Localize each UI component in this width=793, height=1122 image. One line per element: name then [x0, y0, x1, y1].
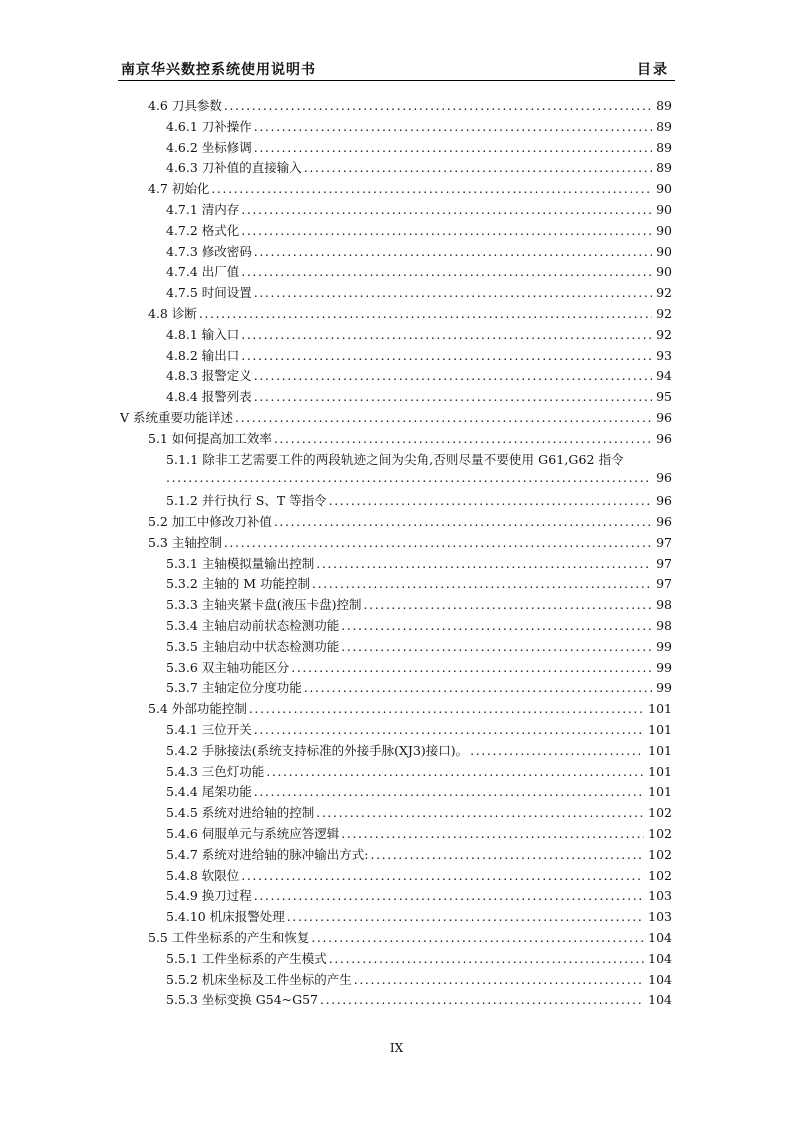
- toc-entry-title: 4.8.1 输入口: [166, 326, 240, 342]
- toc-leader-dots: [316, 556, 652, 571]
- toc-page-number: 98: [656, 618, 672, 633]
- toc-entry[interactable]: [166, 242, 672, 260]
- toc-page-number: 101: [648, 742, 672, 758]
- toc-entry[interactable]: [166, 221, 672, 239]
- toc-leader-dots: [311, 930, 644, 945]
- toc-page-number: 89: [656, 139, 672, 155]
- toc-leader-dots: [254, 389, 652, 404]
- toc-page-number: 90: [656, 202, 672, 217]
- toc-page-number: 95: [656, 389, 672, 405]
- toc-entry-title: 5.5 工件坐标系的产生和恢复: [148, 930, 310, 945]
- toc-entry[interactable]: [166, 741, 672, 759]
- toc-entry[interactable]: [148, 304, 672, 322]
- toc-entry-title: 4.8.3 报警定义: [166, 368, 252, 384]
- toc-entry[interactable]: [166, 866, 672, 884]
- toc-page-number: 97: [656, 534, 672, 550]
- toc-leader-dots: [304, 680, 652, 695]
- toc-entry[interactable]: [166, 637, 672, 655]
- toc-leader-dots: [254, 140, 652, 155]
- toc-entry[interactable]: [120, 408, 672, 426]
- toc-page-number: 104: [648, 992, 672, 1008]
- toc-entry-title: 4.7 初始化: [148, 181, 210, 197]
- toc-entry[interactable]: [166, 158, 672, 176]
- toc-entry[interactable]: [148, 179, 672, 197]
- toc-entry-title: 4.7.5 时间设置: [166, 285, 252, 301]
- section-name: 目录: [637, 62, 669, 78]
- toc-leader-dots: [341, 618, 652, 633]
- toc-entry[interactable]: [166, 762, 672, 780]
- toc-entry[interactable]: [166, 886, 672, 904]
- toc-leader-dots: [371, 847, 645, 862]
- toc-entry-title: 5.1 如何提高加工效率: [148, 430, 272, 446]
- toc-page-number: 103: [648, 888, 672, 904]
- toc-entry[interactable]: [148, 512, 672, 530]
- toc-leader-dots: [312, 576, 652, 591]
- toc-entry-title: 5.3.1 主轴模拟量输出控制: [166, 555, 315, 571]
- toc-entry-title: 4.7.2 格式化: [166, 222, 240, 238]
- toc-entry[interactable]: [166, 782, 672, 800]
- toc-entry-title: 5.3.5 主轴启动中状态检测功能: [166, 638, 340, 654]
- toc-leader-dots: [199, 306, 652, 321]
- toc-entry[interactable]: [166, 595, 672, 613]
- toc-page-number: 99: [656, 659, 672, 675]
- toc-entry-title: 5.4 外部功能控制: [148, 701, 247, 717]
- toc-leader-dots: [320, 992, 644, 1007]
- toc-leader-dots: [224, 535, 652, 550]
- toc-entry[interactable]: [166, 346, 672, 364]
- toc-leader-dots: [241, 348, 652, 363]
- toc-leader-dots: [470, 743, 644, 758]
- toc-leader-dots: [274, 514, 652, 529]
- toc-page-number: 94: [656, 368, 672, 384]
- toc-entry-title: 4.6 刀具参数: [148, 98, 222, 113]
- toc-entry-title: 5.3.4 主轴启动前状态检测功能: [166, 618, 340, 633]
- toc-entry[interactable]: [166, 616, 672, 634]
- toc-leader-dots: [329, 951, 644, 966]
- toc-page-number: 89: [656, 118, 672, 134]
- toc-leader-dots: [224, 98, 652, 113]
- toc-leader-dots: [341, 639, 652, 654]
- toc-entry-title: 5.4.2 手脉接法(系统支持标准的外接手脉(XJ3)接口)。: [166, 742, 469, 758]
- toc-entry-continuation[interactable]: [166, 470, 672, 488]
- toc-leader-dots: [304, 160, 652, 175]
- toc-page-number: 89: [656, 160, 672, 176]
- page-header: [118, 59, 675, 79]
- toc-entry-title: 5.4.9 换刀过程: [166, 888, 252, 904]
- toc-entry-title: 4.7.3 修改密码: [166, 243, 252, 259]
- toc-leader-dots: [254, 244, 652, 259]
- toc-entry[interactable]: [166, 990, 672, 1008]
- toc-entry[interactable]: [148, 533, 672, 551]
- toc-page-number: 90: [656, 243, 672, 259]
- toc-entry-title: 5.3.6 双主轴功能区分: [166, 659, 290, 675]
- toc-page-number: 92: [656, 285, 672, 301]
- toc-entry-title: 5.4.7 系统对进给轴的脉冲输出方式:: [166, 846, 369, 862]
- toc-page-number: 90: [656, 181, 672, 197]
- toc-entry-title: 4.8.2 输出口: [166, 347, 240, 363]
- toc-entry[interactable]: [148, 96, 672, 114]
- toc-leader-dots: [329, 493, 652, 508]
- toc-leader-dots: [166, 470, 652, 485]
- toc-page-number: 99: [656, 638, 672, 654]
- toc-entry-title: 5.1.2 并行执行 S、T 等指令: [166, 493, 327, 509]
- toc-leader-dots: [254, 119, 652, 134]
- toc-page-number: 103: [648, 909, 672, 925]
- toc-entry-title: 5.5.1 工件坐标系的产生模式: [166, 950, 327, 966]
- toc-entry[interactable]: [166, 325, 672, 343]
- toc-leader-dots: [254, 285, 652, 300]
- toc-page-number: 98: [656, 597, 672, 613]
- toc-entry[interactable]: [166, 200, 672, 218]
- toc-leader-dots: [241, 223, 652, 238]
- toc-entry-title: 5.4.8 软限位: [166, 867, 240, 883]
- toc-leader-dots: [254, 888, 644, 903]
- toc-entry-title: 5.3.2 主轴的 M 功能控制: [166, 576, 311, 592]
- toc-page-number: 92: [656, 326, 672, 342]
- header-divider: [118, 80, 675, 81]
- toc-entry[interactable]: [148, 928, 672, 946]
- toc-entry-title: 5.3 主轴控制: [148, 534, 222, 550]
- toc-leader-dots: [291, 660, 652, 675]
- toc-page-number: 101: [648, 701, 672, 717]
- toc-page-number: 92: [656, 306, 672, 321]
- toc-entry[interactable]: [166, 907, 672, 925]
- manual-title: 南京华兴数控系统使用说明书: [121, 62, 316, 78]
- toc-leader-dots: [254, 368, 652, 383]
- toc-leader-dots: [241, 202, 652, 217]
- toc-leader-dots: [274, 431, 652, 446]
- toc-entry[interactable]: [166, 366, 672, 384]
- toc-leader-dots: [316, 805, 644, 820]
- toc-page-number: 101: [648, 784, 672, 800]
- toc-entry-title: 5.4.5 系统对进给轴的控制: [166, 805, 315, 821]
- toc-page-number: 90: [656, 222, 672, 238]
- toc-entry-title: 5.4.10 机床报警处理: [166, 909, 285, 925]
- toc-page-number: 99: [656, 680, 672, 696]
- toc-leader-dots: [266, 764, 644, 779]
- toc-entry-title: 4.6.1 刀补操作: [166, 118, 252, 134]
- toc-entry-title: V 系统重要功能详述: [120, 410, 234, 425]
- toc-leader-dots: [235, 410, 652, 425]
- toc-entry[interactable]: [148, 429, 672, 447]
- toc-entry-title: 5.4.3 三色灯功能: [166, 763, 265, 779]
- toc-page-number: 102: [648, 867, 672, 883]
- toc-entry-title: 5.4.4 尾架功能: [166, 784, 252, 800]
- toc-entry-title: 4.8 诊断: [148, 306, 197, 321]
- toc-page-number: 104: [648, 971, 672, 987]
- toc-entry-title: 5.5.2 机床坐标及工件坐标的产生: [166, 971, 352, 987]
- toc-entry-title: 5.3.7 主轴定位分度功能: [166, 680, 302, 696]
- toc-entry-title: 5.4.1 三位开关: [166, 722, 252, 737]
- toc-page-number: 96: [656, 470, 672, 486]
- toc-page-number: 104: [648, 950, 672, 966]
- toc-leader-dots: [254, 784, 644, 799]
- toc-entry[interactable]: [166, 283, 672, 301]
- toc-page-number: 101: [648, 722, 672, 737]
- toc-entry[interactable]: [166, 720, 672, 738]
- toc-page-number: 102: [648, 805, 672, 821]
- toc-entry[interactable]: [166, 138, 672, 156]
- toc-page-number: 102: [648, 846, 672, 862]
- toc-leader-dots: [254, 722, 644, 737]
- toc-entry[interactable]: [166, 387, 672, 405]
- toc-leader-dots: [287, 909, 644, 924]
- toc-entry-title: 4.7.1 清内存: [166, 202, 240, 217]
- toc-entry-title: 4.8.4 报警列表: [166, 389, 252, 405]
- toc-leader-dots: [354, 972, 644, 987]
- toc-page-number: 97: [656, 555, 672, 571]
- toc-entry-title: 4.6.2 坐标修调: [166, 139, 252, 155]
- toc-page-number: 93: [656, 347, 672, 363]
- toc-entry-title: 5.4.6 伺服单元与系统应答逻辑: [166, 826, 340, 841]
- toc-entry-title: 5.5.3 坐标变换 G54~G57: [166, 992, 319, 1008]
- toc-leader-dots: [211, 181, 652, 196]
- toc-leader-dots: [241, 264, 652, 279]
- toc-entry[interactable]: [166, 803, 672, 821]
- toc-page-number: 101: [648, 763, 672, 779]
- toc-page-number: 97: [656, 576, 672, 592]
- toc-entry-title: 4.7.4 出厂值: [166, 264, 240, 280]
- toc-entry[interactable]: [166, 450, 672, 468]
- toc-page-number: 102: [648, 826, 672, 841]
- toc-entry[interactable]: [166, 262, 672, 280]
- toc-entry[interactable]: [166, 117, 672, 135]
- toc-entry[interactable]: [166, 970, 672, 988]
- toc-entry[interactable]: [166, 658, 672, 676]
- toc-leader-dots: [364, 597, 653, 612]
- toc-entry-title: 5.3.3 主轴夹紧卡盘(液压卡盘)控制: [166, 597, 362, 613]
- toc-entry[interactable]: [166, 678, 672, 696]
- page-number: IX: [389, 1041, 404, 1055]
- toc-leader-dots: [241, 327, 652, 342]
- toc-page-number: 104: [648, 930, 672, 945]
- toc-page-number: 96: [656, 514, 672, 529]
- toc-leader-dots: [249, 701, 644, 716]
- toc-entry[interactable]: [166, 949, 672, 967]
- toc-entry[interactable]: [148, 699, 672, 717]
- toc-page-number: 96: [656, 430, 672, 446]
- toc-entry[interactable]: [166, 491, 672, 509]
- toc-leader-dots: [241, 868, 644, 883]
- toc-entry-title: 4.6.3 刀补值的直接输入: [166, 160, 302, 176]
- toc-entry[interactable]: [166, 845, 672, 863]
- toc-entry[interactable]: [166, 574, 672, 592]
- toc-entry-title: 5.1.1 除非工艺需要工件的两段轨迹之间为尖角,否则尽量不要使用 G61,G62 指令: [166, 451, 624, 467]
- toc-entry-title: 5.2 加工中修改刀补值: [148, 514, 272, 529]
- toc-page-number: 96: [656, 410, 672, 425]
- toc-entry[interactable]: [166, 824, 672, 842]
- toc-entry[interactable]: [166, 554, 672, 572]
- toc-leader-dots: [341, 826, 644, 841]
- toc-page-number: 96: [656, 493, 672, 509]
- toc-page-number: 90: [656, 264, 672, 280]
- toc-page-number: 89: [656, 98, 672, 113]
